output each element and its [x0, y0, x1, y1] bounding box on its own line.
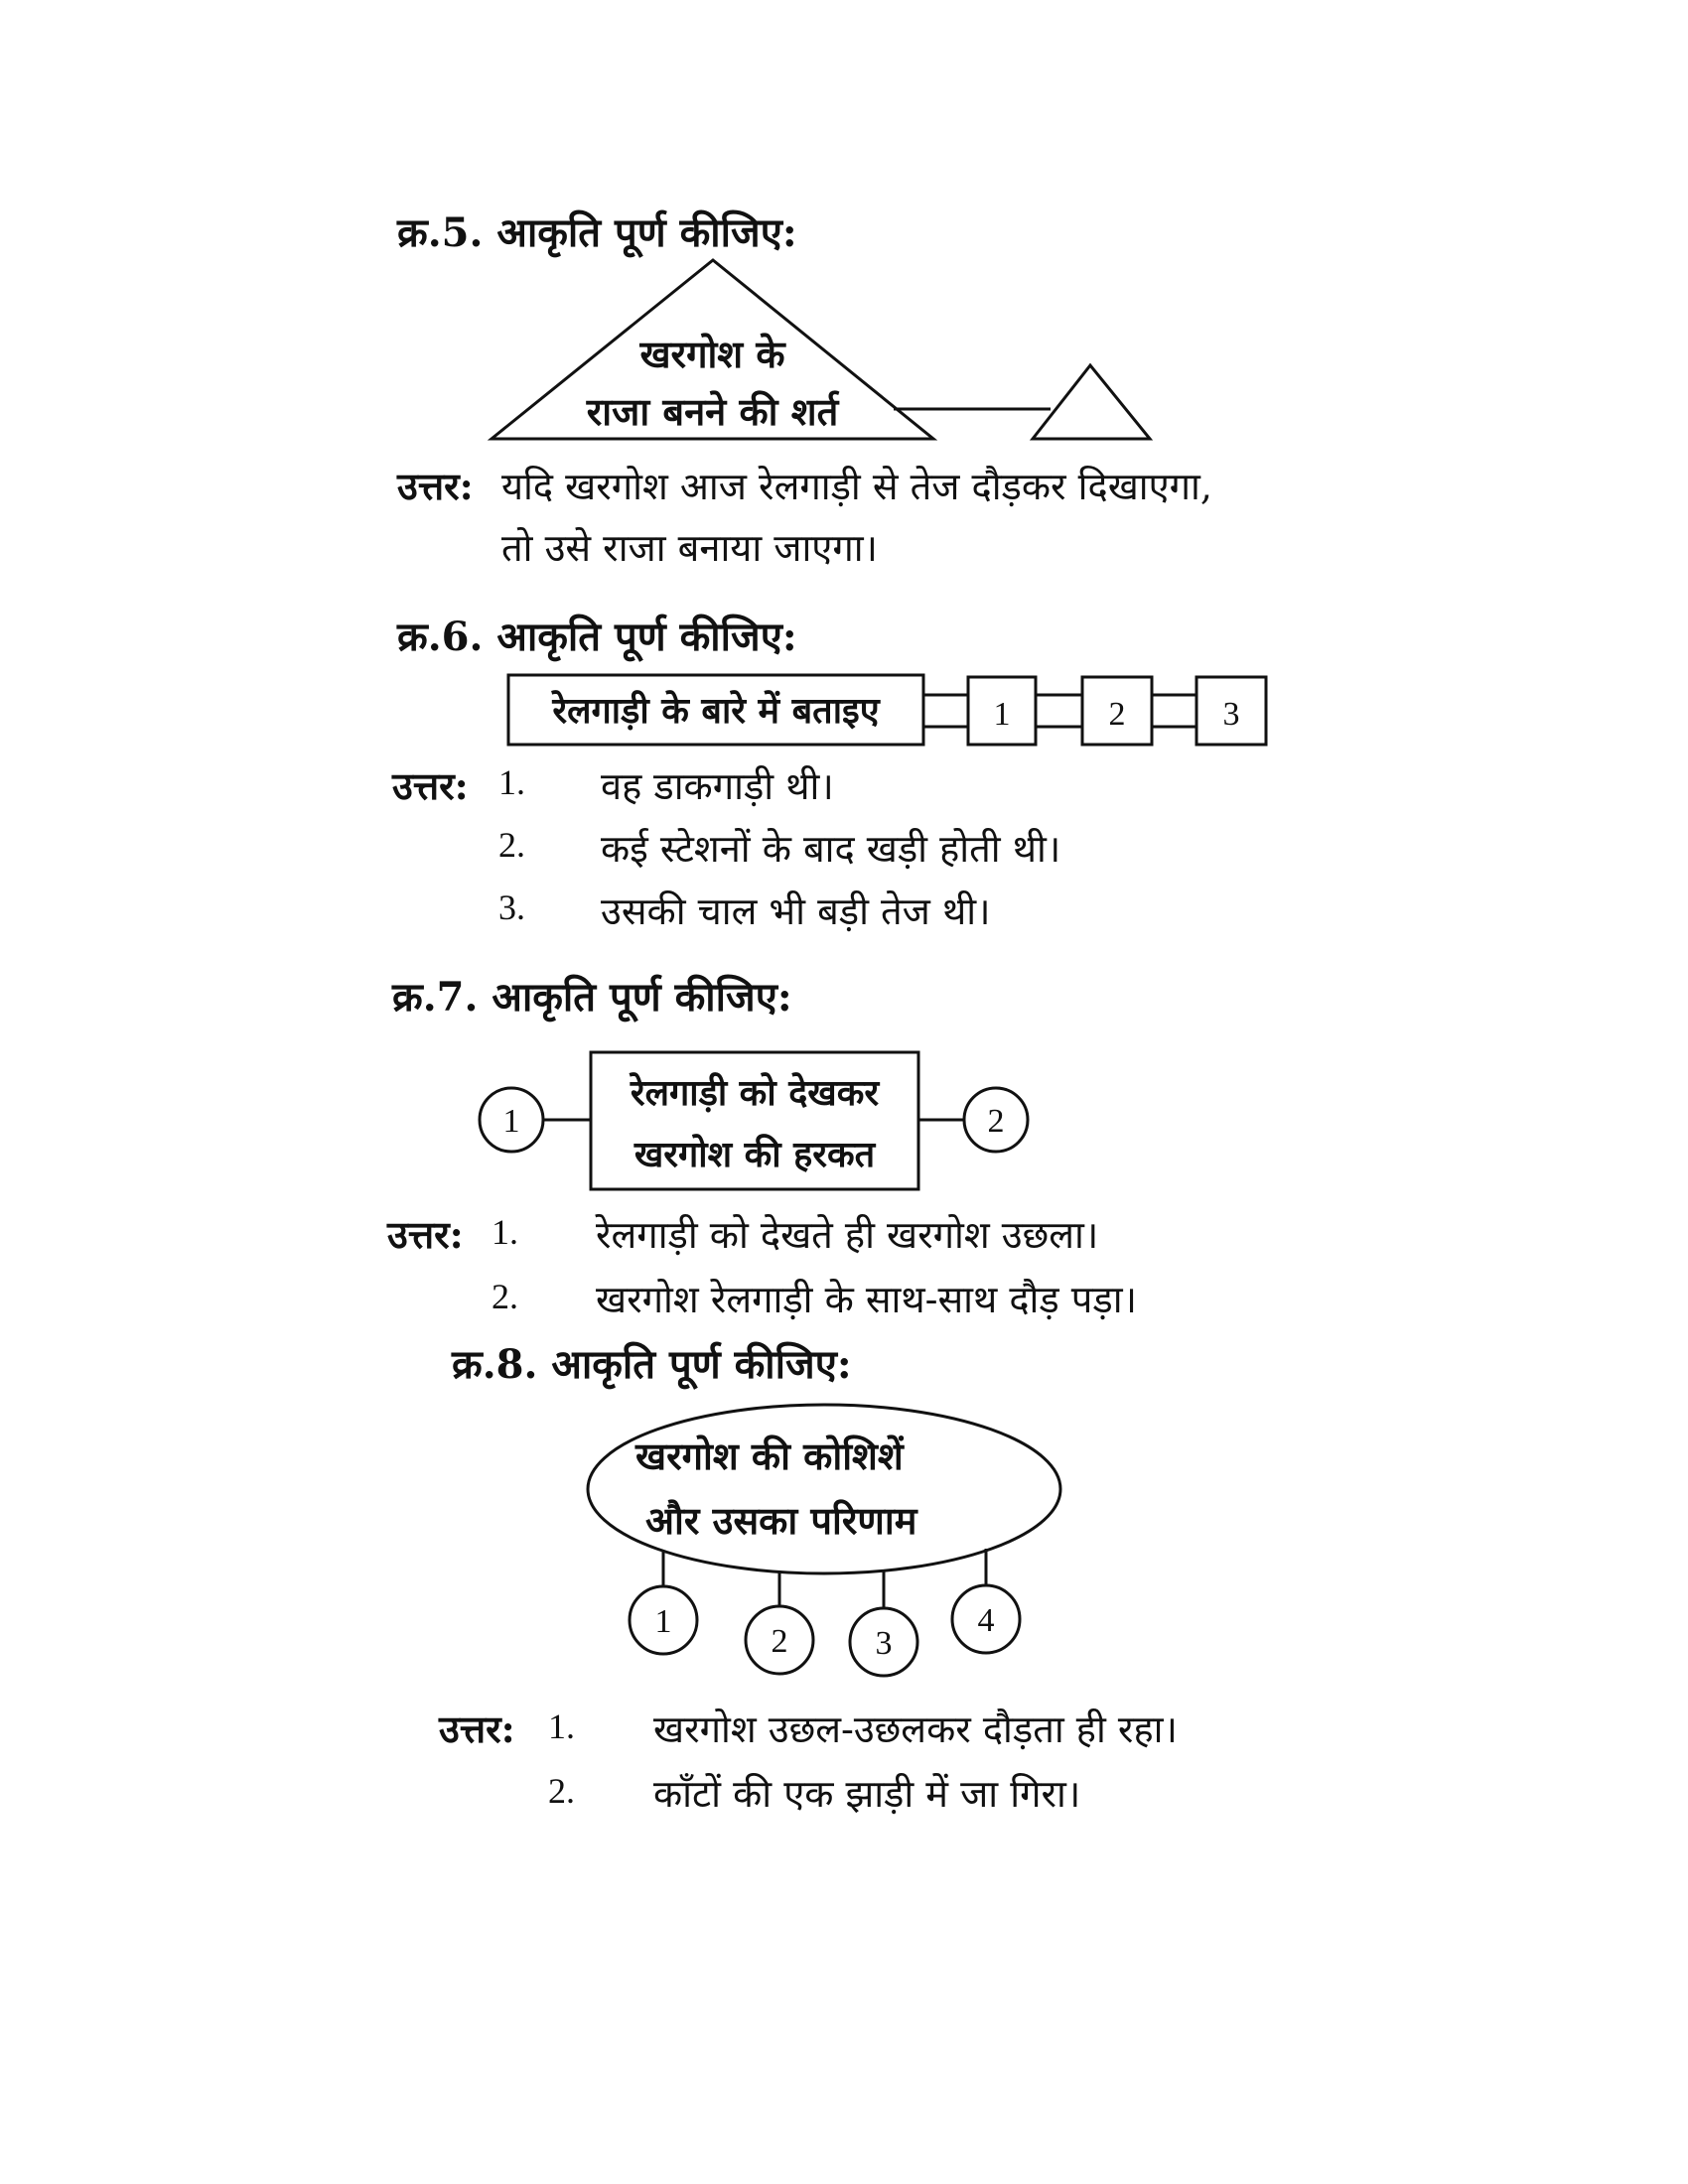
q7-answer-2-text: खरगोश रेलगाड़ी के साथ-साथ दौड़ पड़ा।	[596, 1278, 1137, 1321]
q8-circle-2-label: 2	[771, 1623, 788, 1660]
q8-answer-2-text: काँटों की एक झाड़ी में जा गिरा।	[653, 1772, 1081, 1816]
q6-diagram-label: रेलगाड़ी के बारे में बताइए	[552, 690, 880, 732]
q8-answer-label: उत्तर:	[439, 1706, 515, 1751]
q7-heading: क्र.7. आकृति पूर्ण कीजिए:	[392, 974, 792, 1021]
q6-answer-label: उत्तर:	[392, 763, 469, 808]
q6-heading: क्र.6. आकृति पूर्ण कीजिए:	[397, 614, 797, 660]
q7-diagram-line1: रेलगाड़ी को देखकर	[630, 1072, 880, 1114]
q8-heading: क्र.8. आकृति पूर्ण कीजिए:	[452, 1341, 852, 1388]
q5-heading: क्र.5. आकृति पूर्ण कीजिए:	[397, 209, 797, 256]
q6-answer-1-text: वह डाकगाड़ी थी।	[601, 764, 834, 808]
q7-circle-1-label: 1	[502, 1103, 520, 1140]
q7-circle-2-label: 2	[987, 1103, 1005, 1140]
q6-answer-3-text: उसकी चाल भी बड़ी तेज थी।	[601, 889, 991, 933]
q7-diagram-line2: खरगोश की हरकत	[633, 1134, 876, 1175]
q8-circle-3-label: 3	[875, 1625, 893, 1662]
q5-diagram-line1: खरगोश के	[639, 332, 785, 376]
q6-box-3-label: 3	[1222, 696, 1240, 733]
q5-answer-label: उत्तर:	[397, 464, 474, 508]
q6-answer-2-text: कई स्टेशनों के बाद खड़ी होती थी।	[601, 827, 1061, 871]
q5-answer-line1: यदि खरगोश आज रेलगाड़ी से तेज दौड़कर दिखाएगा,	[501, 465, 1212, 508]
q8-answer-1-num: 1.	[548, 1706, 575, 1746]
q8-circle-1-label: 1	[654, 1603, 672, 1640]
q6-answer-1-num: 1.	[498, 762, 525, 802]
q8-answer-2-num: 2.	[548, 1771, 575, 1811]
q5-answer-line2: तो उसे राजा बनाया जाएगा।	[501, 526, 878, 570]
q8-diagram-line2: और उसका परिणाम	[645, 1498, 917, 1543]
q7-answer-1-text: रेलगाड़ी को देखते ही खरगोश उछला।	[596, 1213, 1099, 1257]
q8-answer-1-text: खरगोश उछल-उछलकर दौड़ता ही रहा।	[653, 1707, 1178, 1751]
q7-answer-2-num: 2.	[492, 1277, 518, 1316]
q8-diagram-line1: खरगोश की कोशिशें	[635, 1433, 904, 1478]
q7-answer-1-num: 1.	[492, 1212, 518, 1252]
q7-answer-label: उत्तर:	[387, 1212, 464, 1257]
q6-box-1-label: 1	[993, 696, 1011, 733]
q5-diagram-line2: राजा बनने की शर्त	[586, 389, 839, 434]
q6-box-2-label: 2	[1108, 696, 1126, 733]
q6-answer-2-num: 2.	[498, 825, 525, 865]
q6-answer-3-num: 3.	[498, 887, 525, 927]
q8-circle-4-label: 4	[977, 1602, 995, 1639]
